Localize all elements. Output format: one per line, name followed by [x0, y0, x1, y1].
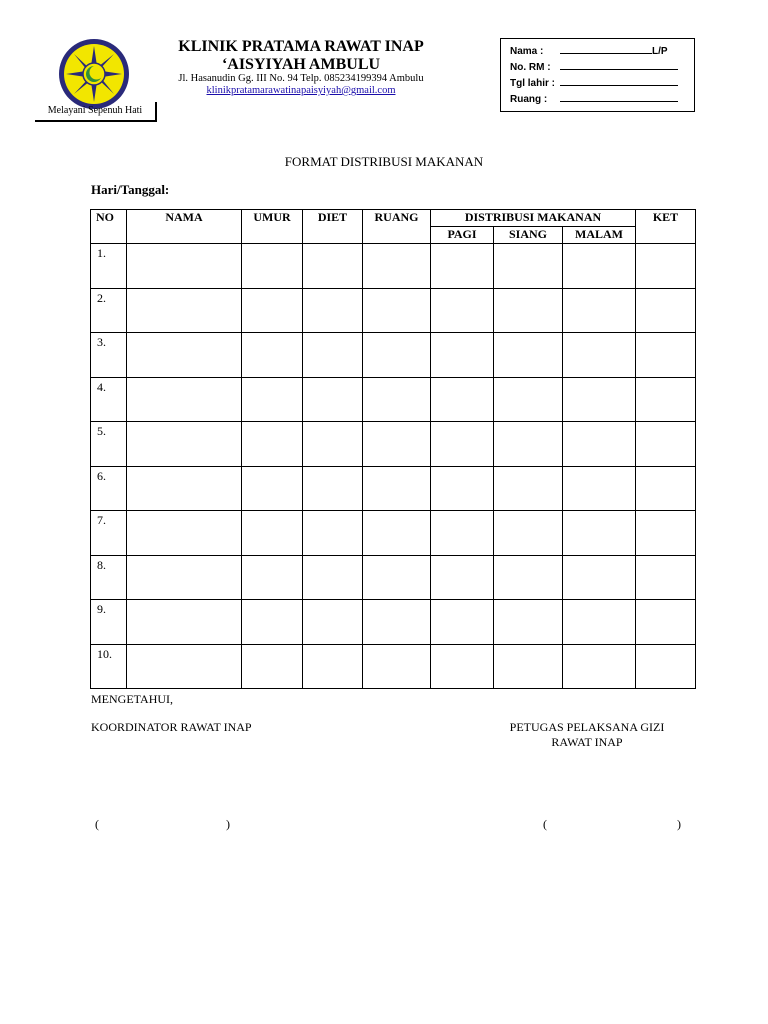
noon-cell[interactable] [494, 333, 563, 378]
morning-cell[interactable] [431, 377, 494, 422]
room-cell[interactable] [363, 600, 431, 645]
name-cell[interactable] [127, 377, 242, 422]
coordinator-signature-open: ( [95, 817, 99, 831]
evening-cell[interactable] [563, 555, 636, 600]
header-age: UMUR [242, 210, 303, 244]
room-cell[interactable] [363, 511, 431, 556]
row-number: 10. [91, 644, 127, 689]
diet-cell[interactable] [303, 644, 363, 689]
evening-cell[interactable] [563, 511, 636, 556]
table-row [91, 555, 696, 600]
noon-cell[interactable] [494, 377, 563, 422]
note-cell[interactable] [636, 422, 696, 467]
age-cell[interactable] [242, 288, 303, 333]
name-cell[interactable] [127, 600, 242, 645]
acknowledged-label: MENGETAHUI, [91, 692, 174, 706]
row-number: 1. [91, 244, 127, 289]
table-row [91, 377, 696, 422]
row-number: 9. [91, 600, 127, 645]
date-label: Hari/Tanggal: [91, 182, 170, 197]
header-morning: PAGI [431, 227, 494, 244]
noon-cell[interactable] [494, 644, 563, 689]
patient-rm-label: No. RM : [510, 62, 551, 73]
diet-cell[interactable] [303, 333, 363, 378]
name-cell[interactable] [127, 511, 242, 556]
evening-cell[interactable] [563, 288, 636, 333]
name-cell[interactable] [127, 466, 242, 511]
row-number: 3. [91, 333, 127, 378]
morning-cell[interactable] [431, 244, 494, 289]
row-number: 5. [91, 422, 127, 467]
patient-dob-field[interactable] [560, 76, 678, 86]
officer-signature-close: ) [677, 817, 681, 831]
age-cell[interactable] [242, 244, 303, 289]
note-cell[interactable] [636, 377, 696, 422]
table-row [91, 288, 696, 333]
patient-room-field[interactable] [560, 92, 678, 102]
table-row [91, 511, 696, 556]
header-evening: MALAM [563, 227, 636, 244]
patient-name-field[interactable] [560, 44, 652, 54]
name-cell[interactable] [127, 422, 242, 467]
table-row [91, 422, 696, 467]
patient-rm-field[interactable] [560, 60, 678, 70]
diet-cell[interactable] [303, 422, 363, 467]
diet-cell[interactable] [303, 377, 363, 422]
noon-cell[interactable] [494, 244, 563, 289]
diet-cell[interactable] [303, 466, 363, 511]
age-cell[interactable] [242, 600, 303, 645]
age-cell[interactable] [242, 333, 303, 378]
coordinator-label: KOORDINATOR RAWAT INAP [91, 720, 252, 734]
officer-label [478, 720, 696, 750]
name-cell[interactable] [127, 555, 242, 600]
evening-cell[interactable] [563, 466, 636, 511]
diet-cell[interactable] [303, 600, 363, 645]
row-number: 8. [91, 555, 127, 600]
age-cell[interactable] [242, 377, 303, 422]
morning-cell[interactable] [431, 422, 494, 467]
evening-cell[interactable] [563, 422, 636, 467]
header-diet: DIET [303, 210, 363, 244]
header-noon: SIANG [494, 227, 563, 244]
morning-cell[interactable] [431, 555, 494, 600]
table-row [91, 466, 696, 511]
morning-cell[interactable] [431, 466, 494, 511]
note-cell[interactable] [636, 511, 696, 556]
morning-cell[interactable] [431, 600, 494, 645]
room-cell[interactable] [363, 644, 431, 689]
noon-cell[interactable] [494, 600, 563, 645]
note-cell[interactable] [636, 466, 696, 511]
clinic-name-line2: ‘AISYIYAH AMBULU [221, 56, 381, 73]
noon-cell[interactable] [494, 466, 563, 511]
evening-cell[interactable] [563, 333, 636, 378]
patient-room-row [510, 92, 678, 105]
officer-label-line2: RAWAT INAP [551, 735, 623, 749]
patient-name-row [510, 44, 668, 57]
table-row [91, 333, 696, 378]
note-cell[interactable] [636, 644, 696, 689]
diet-cell[interactable] [303, 288, 363, 333]
room-cell[interactable] [363, 333, 431, 378]
evening-cell[interactable] [563, 244, 636, 289]
age-cell[interactable] [242, 555, 303, 600]
diet-cell[interactable] [303, 555, 363, 600]
morning-cell[interactable] [431, 511, 494, 556]
distribution-table [90, 209, 696, 689]
evening-cell[interactable] [563, 644, 636, 689]
patient-dob-label: Tgl lahir : [510, 78, 555, 89]
noon-cell[interactable] [494, 422, 563, 467]
age-cell[interactable] [242, 466, 303, 511]
table-row [91, 600, 696, 645]
aisyiyah-sun-logo-icon [58, 38, 130, 110]
motto-box: Melayani Sepenuh Hati [35, 102, 157, 122]
patient-rm-row [510, 60, 678, 73]
room-cell[interactable] [363, 555, 431, 600]
officer-signature-open: ( [543, 817, 547, 831]
patient-room-label: Ruang : [510, 94, 548, 105]
age-cell[interactable] [242, 511, 303, 556]
row-number: 7. [91, 511, 127, 556]
name-cell[interactable] [127, 644, 242, 689]
clinic-name-line1: KLINIK PRATAMA RAWAT INAP [178, 38, 424, 55]
morning-cell[interactable] [431, 333, 494, 378]
evening-cell[interactable] [563, 377, 636, 422]
table-row [91, 644, 696, 689]
room-cell[interactable] [363, 377, 431, 422]
note-cell[interactable] [636, 288, 696, 333]
patient-dob-row [510, 76, 678, 89]
age-cell[interactable] [242, 644, 303, 689]
room-cell[interactable] [363, 422, 431, 467]
name-cell[interactable] [127, 288, 242, 333]
coordinator-signature-close: ) [226, 817, 230, 831]
evening-cell[interactable] [563, 600, 636, 645]
note-cell[interactable] [636, 555, 696, 600]
noon-cell[interactable] [494, 511, 563, 556]
row-number: 2. [91, 288, 127, 333]
age-cell[interactable] [242, 422, 303, 467]
room-cell[interactable] [363, 466, 431, 511]
header-no: NO [91, 210, 127, 244]
name-cell[interactable] [127, 244, 242, 289]
note-cell[interactable] [636, 333, 696, 378]
clinic-address: Jl. Hasanudin Gg. III No. 94 Telp. 085234199394 Ambulu [178, 73, 424, 84]
note-cell[interactable] [636, 244, 696, 289]
diet-cell[interactable] [303, 511, 363, 556]
diet-cell[interactable] [303, 244, 363, 289]
row-number: 4. [91, 377, 127, 422]
header-distribution: DISTRIBUSI MAKANAN [431, 210, 636, 227]
officer-label-line1: PETUGAS PELAKSANA GIZI [509, 720, 665, 734]
row-number: 6. [91, 466, 127, 511]
morning-cell[interactable] [431, 644, 494, 689]
note-cell[interactable] [636, 600, 696, 645]
gender-label: L/P [652, 46, 668, 57]
patient-name-label: Nama : [510, 46, 544, 57]
document-title: FORMAT DISTRIBUSI MAKANAN [284, 154, 484, 169]
room-cell[interactable] [363, 288, 431, 333]
clinic-email-link[interactable]: klinikpratamarawatinapaisyiyah@gmail.com [206, 85, 396, 96]
header-note: KET [636, 210, 696, 244]
header-room: RUANG [363, 210, 431, 244]
table-row [91, 244, 696, 289]
room-cell[interactable] [363, 244, 431, 289]
header-name: NAMA [127, 210, 242, 244]
noon-cell[interactable] [494, 288, 563, 333]
noon-cell[interactable] [494, 555, 563, 600]
morning-cell[interactable] [431, 288, 494, 333]
name-cell[interactable] [127, 333, 242, 378]
patient-id-box [500, 38, 695, 112]
